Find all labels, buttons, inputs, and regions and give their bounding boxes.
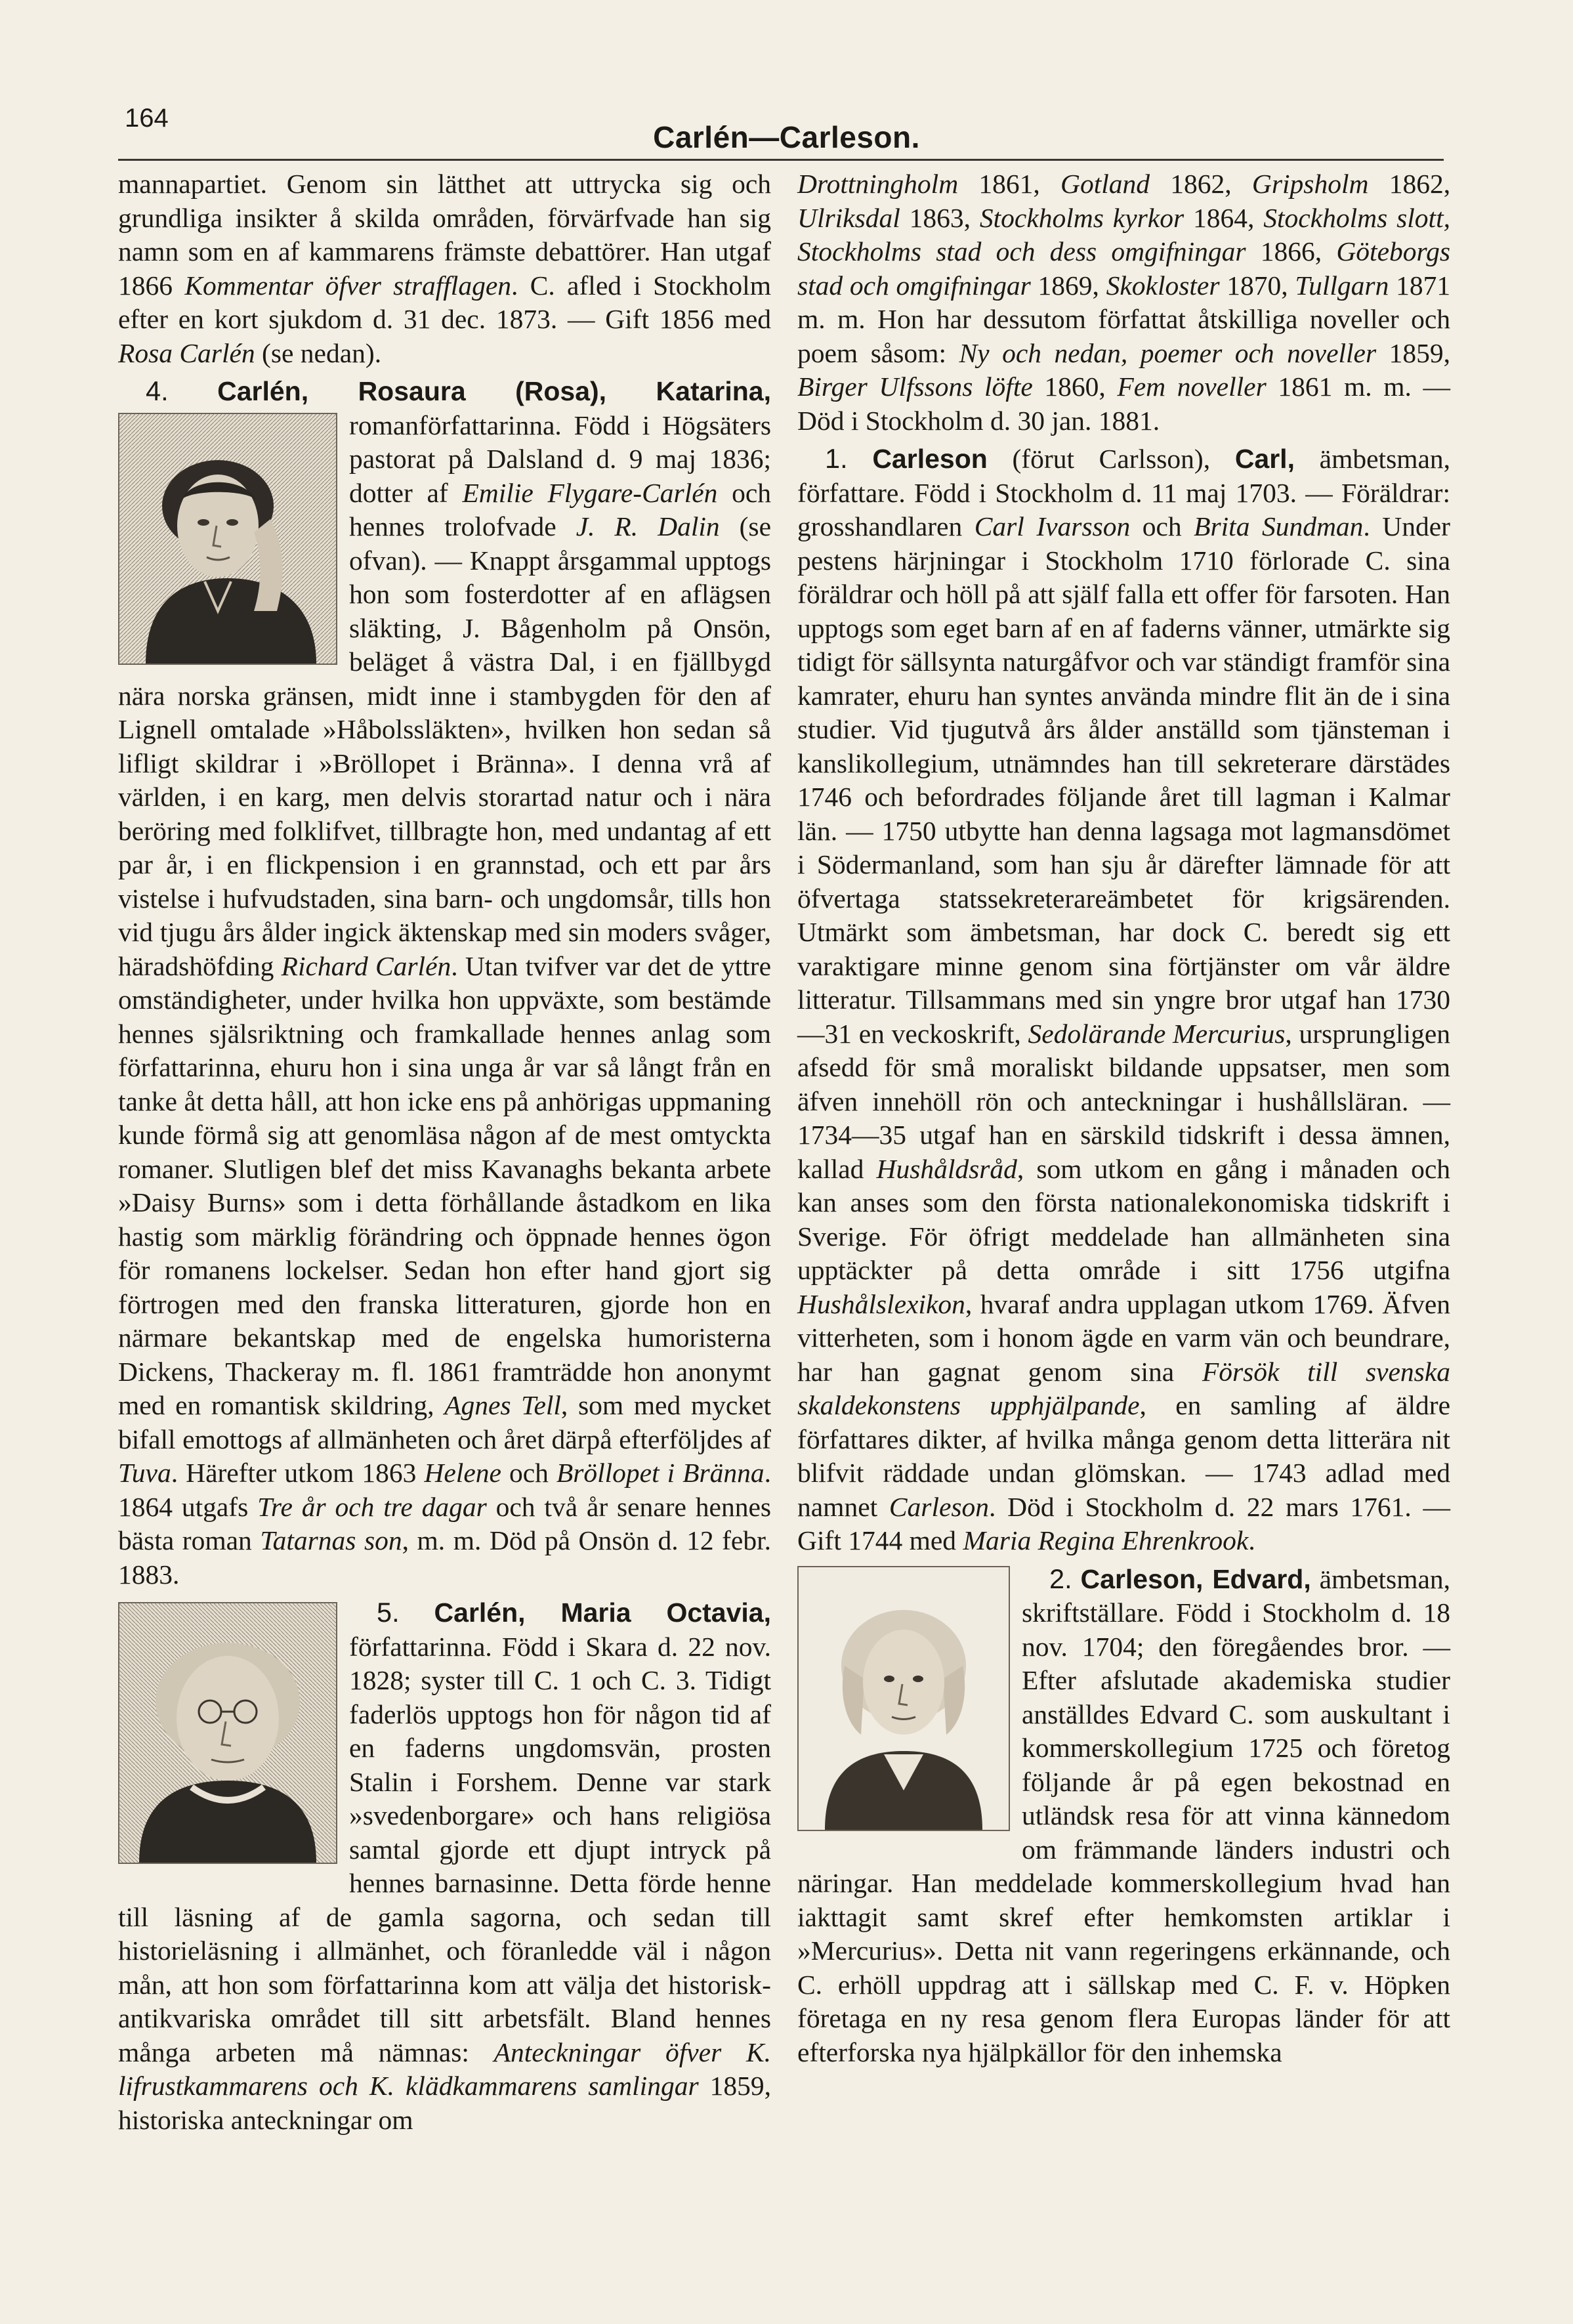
entry-name: Carlén, Maria Octavia, xyxy=(434,1597,772,1628)
entry-4-rosa-carlen: 4. Carlén, Rosaura (Rosa), Katarina, romanförfattarinna. Född i Högsäters pastorat på Dalsland d. 9 maj 1836; dotter af Emilie Flygare-Carlén och hennes trolofvade J. R. Dalin (se ofvan). — Knappt årsgammal upptogs hon som fosterdotter af en aflägsen släkting, J. Bågenholm på Onsön, beläget å västra Dal, i en fjällbygd nära norska gränsen, midt inne i stambygden för den af Lignell omtalade »Håbolssläkten», hvilken hon sedan så lifligt skildrar i »Bröllopet i Bränna». I denna vrå af världen, i en karg, men delvis storartad natur och i nära beröring med folklifvet, tillbragte hon, med undantag af ett par år, i en flickpension i en grannstad, och ett par års vistelse i hufvudstaden, sina barn- och ungdomsår, tills hon vid tjugu års ålder ingick äktenskap med sin moders svåger, häradshöfding Richard Carlén. Utan tvifver var det de yttre omständigheter, under hvilka hon uppväxte, som bestämde hennes själsriktning och framkallade hennes anlag som författarinna, ehuru hon i sina unga år var så långt från en tanke åt detta håll, att hon icke ens på anhörigas uppmaning kunde förmå sig att genomläsa någon af de mest omtyckta romaner. Slutligen blef det miss Kavanaghs bekanta arbete »Daisy Burns» som i detta förhållande åstadkom en lika hastig som märklig förändring och öppnade hennes ögon för romanens lockelser. Sedan hon efter hand gjort sig förtrogen med den franska litteraturen, gjorde hon en närmare bekantskap med de engelska humoristerna Dickens, Thackeray m. fl. 1861 framträdde hon anonymt med en romantisk skildring, Agnes Tell, som med mycket bifall emottogs af allmänheten och året därpå efterföljdes af Tuva. Härefter utkom 1863 Helene och Bröllopet i Bränna. 1864 utgafs Tre år och tre dagar och två år senare hennes bästa roman Tatarnas son, m. m. Död på Onsön d. 12 febr. 1883. xyxy=(118,375,772,1590)
entry-2-edvard-carleson: 2. Carleson, Edvard, ämbetsman, skriftställare. Född i Stockholm d. 18 nov. 1704; den föregåendes bror. — Efter afslutade akademiska studier anställdes Edvard C. som auskultant i kommerskollegium 1725 och företog följande år på egen bekostnad en utländsk resa för att vinna kännedom om främmande länders industri och näringar. Han meddelade kommerskollegium hvad han iakttagit samt skref efter hemkomsten artiklar i »Mercurius». Detta nit vann regeringens erkännande, och C. erhöll uppdrag att i sällskap med C. F. v. Höpken företaga en ny resa genom flera Europas länder för att efterforska nya hjälpkällor för den inhemska xyxy=(797,1563,1451,2067)
running-title: Carlén—Carleson. xyxy=(653,120,920,154)
entry-name: Carleson xyxy=(872,444,988,474)
portrait-maria-carlen xyxy=(118,1602,337,1864)
left-column xyxy=(118,167,771,2137)
entry-1-carl-carleson: 1. Carleson (förut Carlsson), Carl, ämbetsman, författare. Född i Stockholm d. 11 maj 1703. — Föräldrar: grosshandlaren Carl Ivarsson och Brita Sundman. Under pestens härjningar i Stockholm 1710 förlorade C. sina föräldrar och höll på att själf falla ett offer för farsoten. Han upptogs som eget barn af en af faderns vänner, utmärkte sig tidigt för sällsynta naturgåfvor och var ständigt framför sina kamrater, ehuru han syntes använda mindre flit än de i sina studier. Vid tjugutvå års ålder anställd som tjänsteman i kanslikollegium, utnämndes han till sekreterare därstädes 1746 och befordrades följande året till lagman i Kalmar län. — 1750 utbytte han denna lagsaga mot lagmansdömet i Södermanland, som han sju år därefter lämnade för att öfvertaga statssekreterareämbetet för krigsärenden. Utmärkt som ämbetsman, har dock C. beredt sig ett varaktigare minne genom sina förtjänster om vår äldre litteratur. Tillsammans med sin yngre bror utgaf han 1730—31 en veckoskrift, Sedolärande Mercurius, ursprungligen afsedd för små moraliskt bildande uppsatser, men som äfven innehöll rön och anteckningar i hushållsläran. — 1734—35 utgaf han en särskild tidskrift i dessa ämnen, kallad Hushåldsråd, som utkom en gång i månaden och kan anses som den första nationalekonomiska tidskrift i Sverige. För öfrigt meddelade han allmänheten sina upptäckter på detta område i sitt 1756 utgifna Hushålslexikon, hvaraf andra upplagan utkom 1769. Äfven vitterheten, som i honom ägde en varm vän och beundrare, har han gagnat genom sina Försök till svenska skaldekonstens upphjälpande, en samling af äldre författares dikter, af hvilka många genom detta litterära nit blifvit räddade undan glömskan. — 1743 adlad med namnet Carleson. Död i Stockholm d. 22 mars 1761. — Gift 1744 med Maria Regina Ehrenkrook. xyxy=(797,443,1451,1555)
portrait-rosa-carlen xyxy=(118,413,337,665)
continued-entry-5: Drottningholm 1861, Gotland 1862, Gripsholm 1862, Ulriksdal 1863, Stockholms kyrkor 1864, Stockholms slott, Stockholms stad och dess omgifningar 1866, Göteborgs stad och omgifningar 1869, Skokloster 1870, Tullgarn 1871 m. m. Hon har dessutom författat åtskilliga noveller och poem såsom: Ny och nedan, poemer och noveller 1859, Birger Ulfssons löfte 1860, Fem noveller 1861 m. m. — Död i Stockholm d. 30 jan. 1881. xyxy=(797,169,1451,436)
entry-name: Carlén, Rosaura (Rosa), Katarina, xyxy=(217,376,771,406)
continued-entry-3: mannapartiet. Genom sin lätthet att uttrycka sig och grundliga insikter å skilda områden, förvärfvade han sig namn som en af kammarens främste debattörer. Han utgaf 1866 Kommentar öfver strafflagen. C. afled i Stockholm efter en kort sjukdom d. 31 dec. 1873. — Gift 1856 med Rosa Carlén (se nedan). xyxy=(118,169,771,368)
portrait-edvard-carleson xyxy=(797,1566,1010,1831)
entry-name: Carleson, Edvard, xyxy=(1080,1563,1311,1594)
right-column xyxy=(797,167,1450,2069)
page-number: 164 xyxy=(125,104,169,133)
header-rule xyxy=(118,159,1444,161)
entry-5-maria-carlen: 5. Carlén, Maria Octavia, författarinna. Född i Skara d. 22 nov. 1828; syster till C. 1 och C. 3. Tidigt faderlös upptogs hon för någon tid af en faderns ungdomsvän, prosten Stalin i Forshem. Denne var stark »svedenborgare» och hans religiösa samtal gjorde ett djupt intryck på hennes barnasinne. Detta förde henne till läsning af de gamla sagorna, och sedan till historieläsning i allmänhet, och föranledde väl i någon mån, att hon som författarinna kom att välja det historisk-antikvariska området till sitt arbetsfält. Bland hennes många arbeten må nämnas: Anteckningar öfver K. lifrustkammarens och K. klädkammarens samlingar 1859, historiska anteckningar om xyxy=(118,1597,772,2135)
